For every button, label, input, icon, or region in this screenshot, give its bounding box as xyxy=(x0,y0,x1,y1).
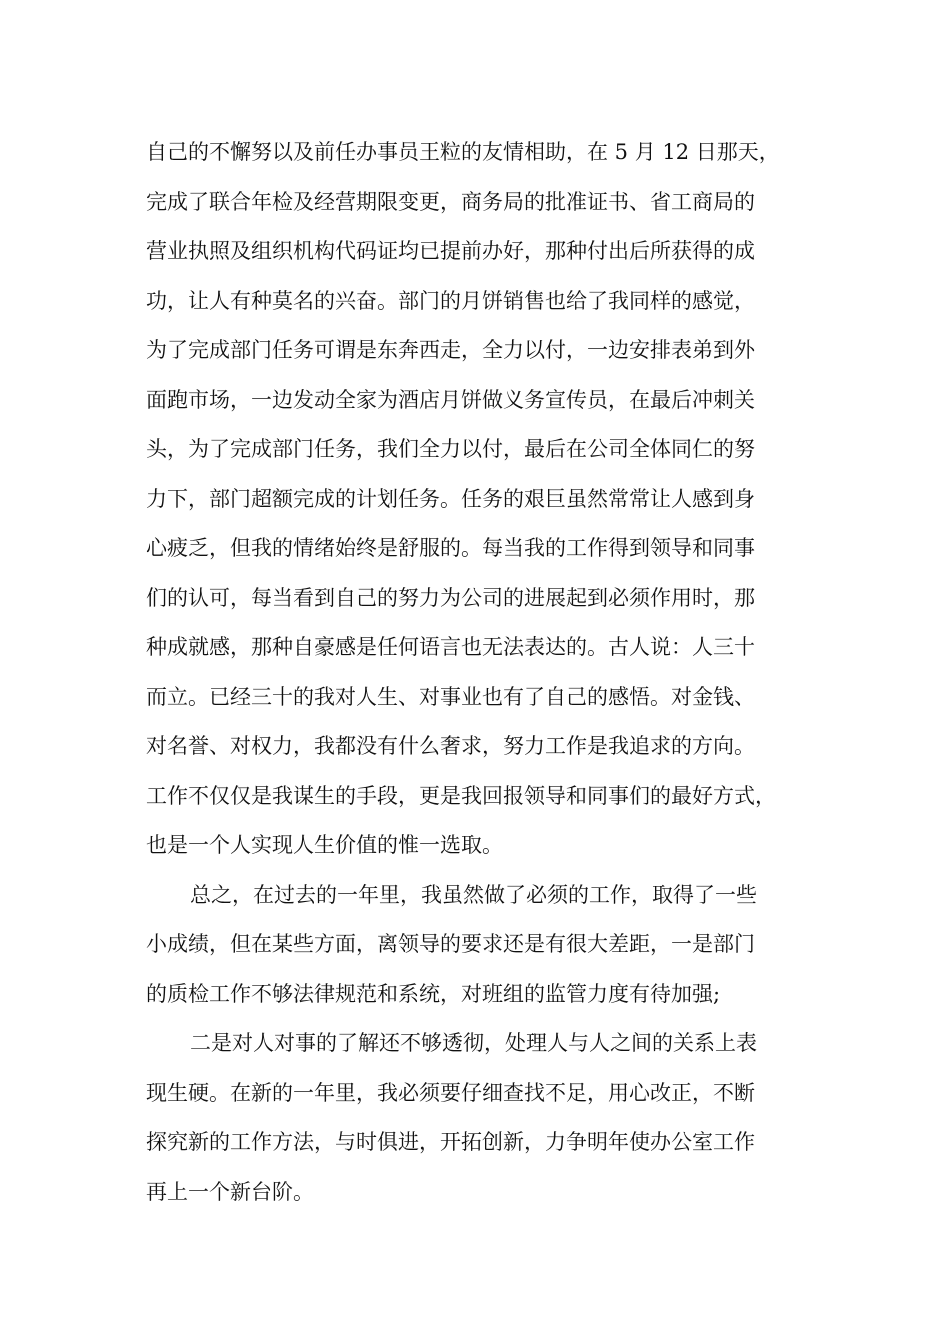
text-line: 小成绩，但在某些方面，离领导的要求还是有很大差距，一是部门 xyxy=(146,932,755,956)
text-line: 种成就感，那种自豪感是任何语言也无法表达的。古人说：人三十 xyxy=(146,635,755,659)
text-line: 为了完成部门任务可谓是东奔西走，全力以付，一边安排表弟到外 xyxy=(146,338,755,362)
text-line: 头，为了完成部门任务，我们全力以付，最后在公司全体同仁的努 xyxy=(146,437,755,461)
text-line: 面跑市场，一边发动全家为酒店月饼做义务宣传员，在最后冲刺关 xyxy=(146,387,755,412)
document-body xyxy=(146,128,846,1217)
text-line: 探究新的工作方法，与时俱进，开拓创新，力争明年使办公室工作 xyxy=(146,1130,755,1154)
text-line: 再上一个新台阶。 xyxy=(146,1179,314,1204)
paragraph-first-line: 二是对人对事的了解还不够透彻，处理人与人之间的关系上表 xyxy=(190,1031,757,1055)
text-line: 心疲乏，但我的情绪始终是舒服的。每当我的工作得到领导和同事 xyxy=(146,536,755,560)
text-line: 完成了联合年检及经营期限变更，商务局的批准证书、省工商局的 xyxy=(146,189,755,214)
text-line: 而立。已经三十的我对人生、对事业也有了自己的感悟。对金钱、 xyxy=(146,684,755,709)
text-line: 对名誉、对权力，我都没有什么奢求，努力工作是我追求的方向。 xyxy=(146,734,755,758)
text-line: 们的认可，每当看到自己的努力为公司的进展起到必须作用时，那 xyxy=(146,585,755,610)
text-line: 现生硬。在新的一年里，我必须要仔细查找不足，用心改正，不断 xyxy=(146,1080,755,1105)
text-line: 也是一个人实现人生价值的惟一选取。 xyxy=(146,833,503,857)
text-line: 工作不仅仅是我谋生的手段，更是我回报领导和同事们的最好方式， xyxy=(146,783,776,808)
text-line: 力下，部门超额完成的计划任务。任务的艰巨虽然常常让人感到身 xyxy=(146,486,755,511)
text-line: 功，让人有种莫名的兴奋。部门的月饼销售也给了我同样的感觉， xyxy=(146,288,755,313)
paragraph-first-line: 总之，在过去的一年里，我虽然做了必须的工作，取得了一些 xyxy=(190,882,757,907)
text-line: 自己的不懈努以及前任办事员王粒的友情相助，在 5 月 12 日那天， xyxy=(146,140,780,164)
text-line: 的质检工作不够法律规范和系统，对班组的监管力度有待加强; xyxy=(146,981,721,1006)
text-line: 营业执照及组织机构代码证均已提前办好，那种付出后所获得的成 xyxy=(146,239,755,263)
